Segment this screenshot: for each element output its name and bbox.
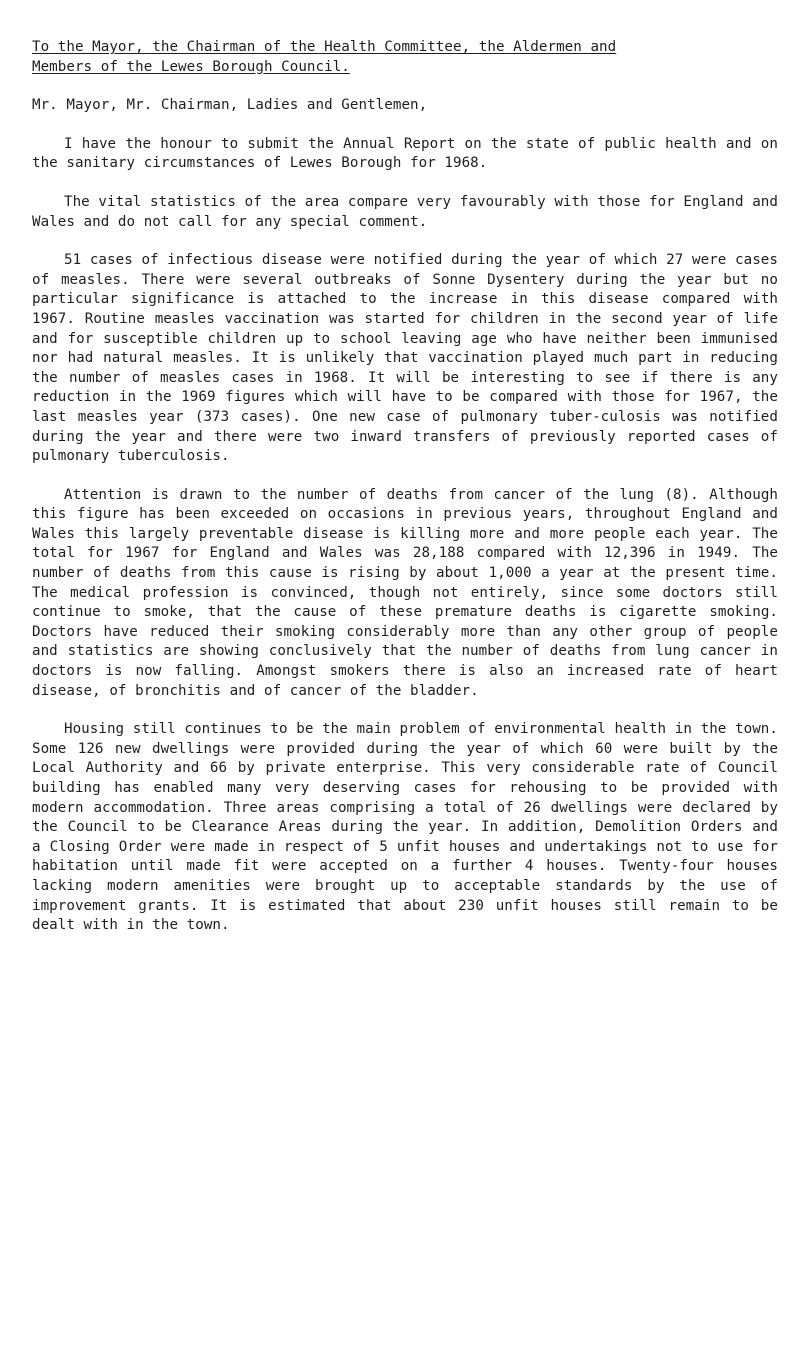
report-letter [32, 38, 778, 955]
address-line-1: To the Mayor, the Chairman of the Health Committee, the Aldermen and [32, 39, 617, 55]
paragraph-infectious-disease: 51 cases of infectious disease were notified during the year of which 27 were cases of measles. There were several outbreaks of Sonne Dysentery during the year but no particular significance is attached to the increase in this disease compared with 1967. Routine measles vaccination was started for children in the second year of life and for susceptible children up to school leaving age who have neither been immunised nor had natural measles. It is unlikely that vaccination played much part in reducing the number of measles cases in 1968. It will be interesting to see if there is any reduction in the 1969 figures which will have to be compared with those for 1967, the last measles year (373 cases). One new case of pulmonary tuber-culosis was notified during the year and there were two inward transfers of previously reported cases of pulmonary tuberculosis. [32, 252, 778, 465]
paragraph-housing: Housing still continues to be the main problem of environmental health in the town. Some 126 new dwellings were provided during the year of which 60 were built by the Local Authority and 66 by private enterprise. This very considerable rate of Council building has enabled many very deserving cases for rehousing to be provided with modern accommodation. Three areas comprising a total of 26 dwellings were declared by the Council to be Clearance Areas during the year. In addition, Demolition Orders and a Closing Order were made in respect of 5 unfit houses and undertakings not to use for habitation until made fit were accepted on a further 4 houses. Twenty-four houses lacking modern amenities were brought up to acceptable standards by the use of improvement grants. It is estimated that about 230 unfit houses still remain to be dealt with in the town. [32, 721, 778, 934]
paragraph-lung-cancer: Attention is drawn to the number of deaths from cancer of the lung (8). Although this figure has been exceeded on occasions in previous years, throughout England and Wales this largely preventable disease is killing more and more people each year. The total for 1967 for England and Wales was 28,188 compared with 12,396 in 1949. The number of deaths from this cause is rising by about 1,000 a year at the present time. The medical profession is convinced, though not entirely, since some doctors still continue to smoke, that the cause of these premature deaths is cigarette smoking. Doctors have reduced their smoking considerably more than any other group of people and statistics are showing conclusively that the number of deaths from lung cancer in doctors is now falling. Amongst smokers there is also an increased rate of heart disease, of bronchitis and of cancer of the bladder. [32, 486, 778, 699]
address-line-2: Members of the Lewes Borough Council. [32, 58, 350, 75]
paragraph-vital-statistics: The vital statistics of the area compare very favourably with those for England and Wales and do not call for any special comment. [32, 193, 778, 230]
paragraph-introduction: I have the honour to submit the Annual Report on the state of public health and on the sanitary circumstances of Lewes Borough for 1968. [32, 135, 778, 172]
address-heading [32, 38, 778, 77]
salutation: Mr. Mayor, Mr. Chairman, Ladies and Gentlemen, [32, 97, 428, 114]
